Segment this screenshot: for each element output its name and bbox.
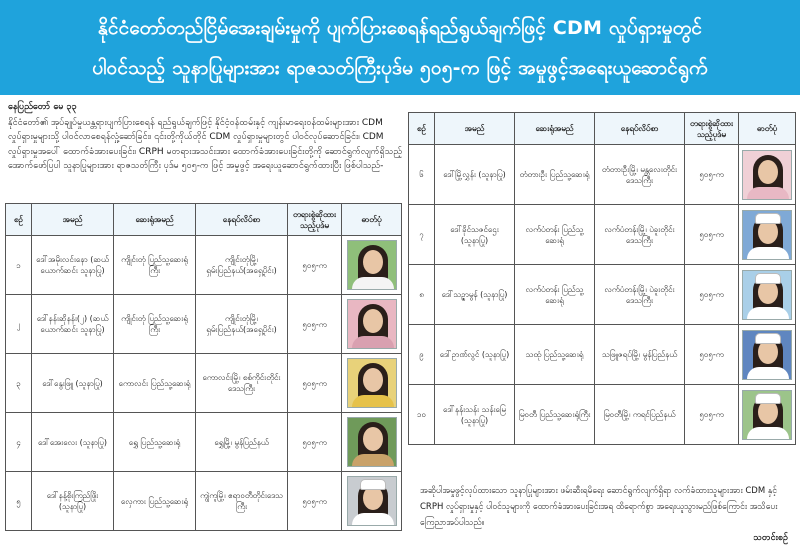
row-section: ၅၀၅-က [288, 236, 342, 295]
nurse-photo [347, 240, 397, 290]
table-row [6, 354, 402, 413]
header-no: စဉ် [6, 204, 32, 236]
row-no: ၈ [409, 265, 435, 325]
nurse-photo [742, 390, 792, 440]
row-name: ဒေါ်ခိုင်သဇင်ဌေး (သူနာပြု) [435, 205, 515, 265]
source-signature: သတင်းစဉ် [753, 533, 788, 543]
row-address: တံတားဦးမြို့၊ မန္တလေးတိုင်းဒေသကြီး [595, 145, 685, 205]
row-address: လက်ပံတန်းမြို့၊ ပဲခူးတိုင်းဒေသကြီး [595, 205, 685, 265]
row-name: ဒေါ်အမိုးလင်းနော (ဆယ်ယောက်ဆင်း သူနာပြု) [32, 236, 114, 295]
row-name: ဒေါ်နန့်စိုးကြည်ဖြိုး (သူနာပြု) [32, 472, 114, 531]
row-name: ဒေါ်ဥာဏ်လွင် (သူနာပြု) [435, 325, 515, 385]
headline-banner [0, 0, 800, 95]
header-name: အမည် [435, 113, 515, 145]
table-row [6, 295, 402, 354]
intro-text [8, 100, 403, 174]
header-photo: ဓာတ်ပုံ [739, 113, 796, 145]
table-row [409, 325, 796, 385]
row-department: ကျိုင်းတုံ ပြည်သူ့ဆေးရုံကြီး [114, 295, 196, 354]
row-address: သဖြူဇရပ်မြို့၊ မွန်ပြည်နယ် [595, 325, 685, 385]
nurse-table-right [408, 112, 796, 445]
nurse-photo [742, 330, 792, 380]
row-name: ဒေါ်မြို့လွှန်း (သူနာပြု) [435, 145, 515, 205]
row-no: ၃ [6, 354, 32, 413]
row-name: ဒေါ်နန်းဆိုနန်း(၂) (ဆယ်ယောက်ဆင်း သူနာပြု) [32, 295, 114, 354]
nurse-photo [347, 358, 397, 408]
row-section: ၅၀၅-က [288, 413, 342, 472]
row-address: ရွှေမြို့၊ မွန်ပြည်နယ် [196, 413, 288, 472]
row-no: ၆ [409, 145, 435, 205]
table-row [6, 413, 402, 472]
row-no: ၁၀ [409, 385, 435, 445]
nurse-photo [742, 270, 792, 320]
table-row [409, 265, 796, 325]
row-address: မြဝတီမြို့၊ ကရင်ပြည်နယ် [595, 385, 685, 445]
row-section: ၅၀၅-က [288, 295, 342, 354]
row-name: ဒေါ်နွေးဖြူ (သူနာပြု) [32, 354, 114, 413]
row-name: ဒေါ်သဉ္ဇာမွန် (သူနာပြု) [435, 265, 515, 325]
intro-body: နိုင်ငံတော်၏ အုပ်ချုပ်မှုယန္တရားပျက်ပြားစေရန် ရည်ရွယ်ချက်ဖြင့် နိုင်ငံ့ဝန်ထမ်းနှင့် ကျန်းမာရေးဝန်ထမ်းများအား CDM လှုပ်ရှားမှုများသို့ ပါဝင်လာစေရန်လှုံ့ဆော်ခြင်း၊ ၎င်းတို့ကိုယ်တိုင် CDM လှုပ်ရှားမှုများတွင် ပါဝင်လုပ်ဆောင်ခြင်း၊ CDM လှုပ်ရှားမှုအပေါ် ထောက်ခံအားပေးခြင်း၊ CRPH မတရားအသင်းအား ထောက်ခံအားပေးခြင်းတို့ကို ဆောင်ရွက်လျက်ရှိသည့် အောက်ဖော်ပြပါ သူနာပြုများအား ရာဇသတ်ကြီး ပုဒ်မ ၅၀၅-က ဖြင့် အမှုဖွင့် အရေးယူဆောင်ရွက်ထားပြီး ဖြစ်ပါသည်- [8, 117, 403, 171]
header-section: တရားစွဲဆိုထားသည့်ပုဒ်မ [288, 204, 342, 236]
header-name: အမည် [32, 204, 114, 236]
row-section: ၅၀၅-က [685, 145, 739, 205]
row-department: တံတားဦး ပြည်သူ့ဆေးရုံ [515, 145, 595, 205]
header-department: ဆေးရုံအမည် [515, 113, 595, 145]
nurse-photo [742, 210, 792, 260]
row-section: ၅၀၅-က [685, 385, 739, 445]
row-address: ကျိုင်းတုံမြို့၊ ရှမ်းပြည်နယ်(အရှေ့ပိုင်း) [196, 295, 288, 354]
row-name: ဒေါ်အေးလေး (သူနာပြု) [32, 413, 114, 472]
row-section: ၅၀၅-က [288, 472, 342, 531]
row-address: ကျိုင်းတုံမြို့၊ ရှမ်းပြည်နယ်(အရှေ့ပိုင်း) [196, 236, 288, 295]
row-department: ကောလင်း ပြည်သူ့ဆေးရုံ [114, 354, 196, 413]
row-name: ဒေါ်နန်းသန်း သန်းမြေ (သူနာပြု) [435, 385, 515, 445]
row-section: ၅၀၅-က [685, 265, 739, 325]
nurse-photo [742, 150, 792, 200]
nurse-photo [347, 476, 397, 526]
table-row [6, 236, 402, 295]
headline-line-2: ပါဝင်သည့် သူနာပြုများအား ရာဇသတ်ကြီးပုဒ်မ ၅၀၅-က ဖြင့် အမှုဖွင့်အရေးယူဆောင်ရွက် [92, 56, 708, 79]
row-no: ၁ [6, 236, 32, 295]
row-no: ၇ [409, 205, 435, 265]
header-no: စဉ် [409, 113, 435, 145]
header-section: တရားစွဲဆိုထားသည့်ပုဒ်မ [685, 113, 739, 145]
row-department: ကျိုင်းတုံ ပြည်သူ့ဆေးရုံကြီး [114, 236, 196, 295]
row-section: ၅၀၅-က [685, 205, 739, 265]
table-row [409, 205, 796, 265]
row-address: ကျွဲကူမြို့၊ ဧရာဝတီတိုင်းဒေသကြီး [196, 472, 288, 531]
row-department: လက်ပံတန်း ပြည်သူ့ဆေးရုံ [515, 205, 595, 265]
row-address: လက်ပံတန်းမြို့၊ ပဲခူးတိုင်းဒေသကြီး [595, 265, 685, 325]
row-department: လက်ပံတန်း ပြည်သူ့ဆေးရုံ [515, 265, 595, 325]
row-no: ၄ [6, 413, 32, 472]
table-row [409, 385, 796, 445]
nurse-photo [347, 417, 397, 467]
header-photo: ဓာတ်ပုံ [342, 204, 402, 236]
row-no: ၂ [6, 295, 32, 354]
nurse-photo [347, 299, 397, 349]
header-address: နေရပ်လိပ်စာ [595, 113, 685, 145]
closing-notice: အဆိုပါအမှုဖွင့်လုပ်ထားသော သူနာပြုများအား ဖမ်းဆီးရမိရေး ဆောင်ရွက်လျက်ရှိရာ လက်ခံထားသူများအား CDM နှင့် CRPH လှုပ်ရှားမှုနှင့် ပါဝင်သူများကို ထောက်ခံအားပေးခြင်းအရ ထိရောက်စွာ အရေးယူသွားမည်ဖြစ်ကြောင်း အသိပေး ကြေညာအပ်ပါသည်။ [420, 486, 778, 528]
row-section: ၅၀၅-က [685, 325, 739, 385]
nurse-table-left [5, 203, 402, 531]
row-department: သထုံ ပြည်သူ့ဆေးရုံ [515, 325, 595, 385]
table-row [409, 145, 796, 205]
row-department: လှေကား ပြည်သူ့ဆေးရုံ [114, 472, 196, 531]
row-department: မြဝတီ ပြည်သူ့ဆေးရုံကြီး [515, 385, 595, 445]
row-address: ကောလင်းမြို့၊ စစ်ကိုင်းတိုင်းဒေသကြီး [196, 354, 288, 413]
header-department: ဆေးရုံအမည် [114, 204, 196, 236]
row-no: ၉ [409, 325, 435, 385]
dateline: နေပြည်တော် မေ ၃၃ [8, 102, 77, 112]
header-address: နေရပ်လိပ်စာ [196, 204, 288, 236]
row-no: ၅ [6, 472, 32, 531]
row-department: ရွှေ ပြည်သူ့ဆေးရုံ [114, 413, 196, 472]
headline-line-1: နိုင်ငံတော်တည်ငြိမ်အေးချမ်းမှုကို ပျက်ပြားစေရန်ရည်ရွယ်ချက်ဖြင့် CDM လှုပ်ရှားမှုတွင် [97, 16, 703, 39]
table-row [6, 472, 402, 531]
row-section: ၅၀၅-က [288, 354, 342, 413]
